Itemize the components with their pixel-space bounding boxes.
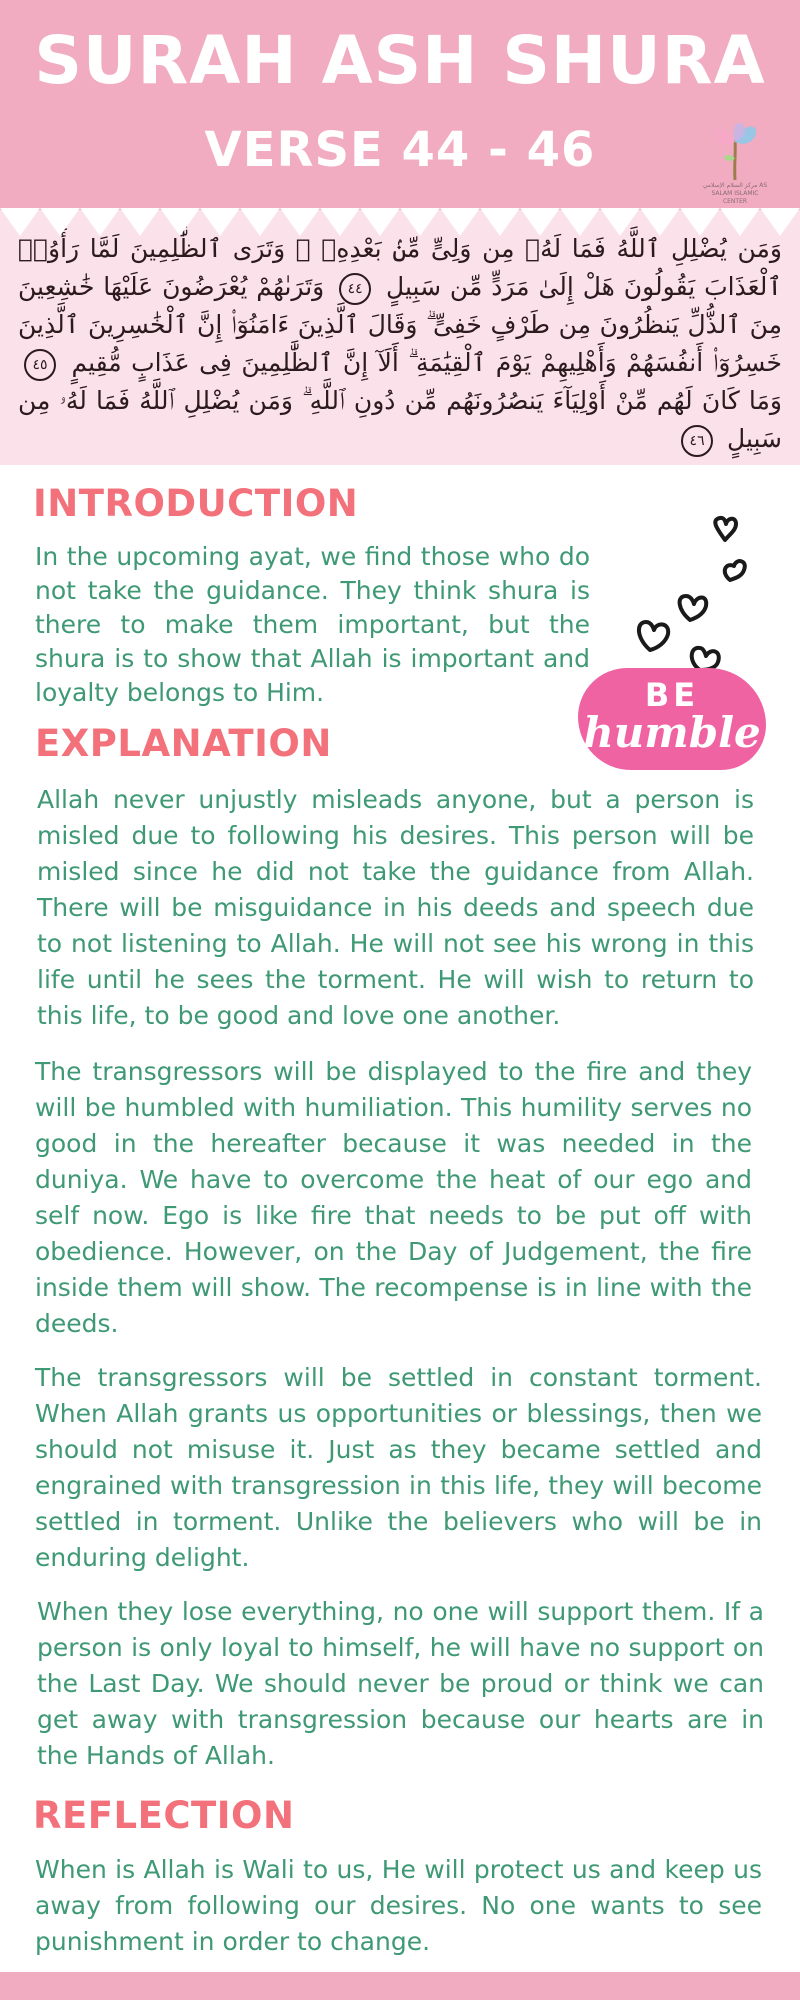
be-label: BE <box>644 676 700 714</box>
introduction-heading: INTRODUCTION <box>33 482 359 525</box>
verse-range: VERSE 44 - 46 <box>204 122 596 178</box>
be-humble-badge <box>578 668 766 770</box>
explanation-paragraph-2: The transgressors will be displayed to the fire and they will be humbled with humiliation. This humility serves no good in the hereafter because it was needed in the duniya. We have to overcome the heat of our ego and self now. Ego is like fire that needs to be put off with obedience. However, on the Day of Judgement, the fire inside them will show. The recompense is in line with the deeds. <box>35 1057 752 1338</box>
explanation-paragraph-4: When they lose everything, no one will support them. If a person is only loyal to himself, he will have no support on the Last Day. We should never be proud or think we can get away with transgression because our hearts are in the Hands of Allah. <box>37 1597 764 1770</box>
page-title: SURAH ASH SHURA <box>34 22 766 99</box>
ayah-marker-44: ٤٤ <box>339 273 371 305</box>
header-banner <box>0 0 800 210</box>
logo-caption: مركز السلام الإسلامي AS SALAM ISLAMIC CENTER <box>702 182 768 205</box>
footer-band <box>0 1972 800 2000</box>
explanation-heading: EXPLANATION <box>35 722 332 765</box>
zigzag-divider <box>0 208 800 238</box>
flower-logo-icon <box>700 112 770 182</box>
ayah-marker-45: ٤٥ <box>24 349 56 381</box>
be-humble-sticker <box>570 500 770 770</box>
verse-45-text: وَتَرَىٰهُمْ يُعْرَضُونَ عَلَيْهَا خَٰشِعِينَ مِنَ ٱلذُّلِّ يَنظُرُونَ مِن طَرْفٍ خَفِىٍّ ۗ وَقَالَ ٱلَّذِينَ ءَامَنُوٓا۟ إِنَّ ٱلْخَٰسِرِينَ ٱلَّذِينَ خَسِرُوٓا۟ أَنفُسَهُمْ وَأَهْلِيهِمْ يَوْمَ ٱلْقِيَٰمَةِ ۗ أَلَآ إِنَّ ٱلظَّٰلِمِينَ فِى عَذَابٍ مُّقِيمٍ <box>18 272 782 377</box>
explanation-paragraph-3: The transgressors will be settled in constant torment. When Allah grants us opportunities or blessings, then we should not misuse it. Just as they became settled and engrained with transgression in this life, they will become settled in torment. Unlike the believers who will be in enduring delight. <box>35 1363 762 1572</box>
explanation-paragraph-1: Allah never unjustly misleads anyone, but a person is misled due to following his desires. This person will be misled since he did not take the guidance from Allah. There will be misguidance in his deeds and speech due to not listening to Allah. He will not see his wrong in this life until he sees the torment. He will wish to return to this life, to be good and love one another. <box>37 785 754 1030</box>
reflection-heading: REFLECTION <box>33 1794 295 1837</box>
humble-label: humble <box>583 708 761 757</box>
introduction-text: In the upcoming ayat, we find those who do not take the guidance. They think shura is there to make them important, but the shura is to show that Allah is important and loyalty belongs to Him. <box>35 542 590 707</box>
quran-verses-panel <box>0 210 800 465</box>
ayah-marker-46: ٤٦ <box>681 425 713 457</box>
hearts-doodle-icon <box>570 500 770 680</box>
arabic-verses <box>18 230 782 458</box>
center-logo <box>700 112 770 205</box>
verse-46-text: وَمَا كَانَ لَهُم مِّنْ أَوْلِيَآءَ يَنصُرُونَهُم مِّن دُونِ ٱللَّهِ ۗ وَمَن يُضْلِلِ ٱللَّهُ فَمَا لَهُۥ مِن سَبِيلٍ <box>18 386 782 453</box>
verse-44-text: وَمَن يُضْلِلِ ٱللَّهُ فَمَا لَهُۥ مِن وَلِىٍّ مِّنۢ بَعْدِهِۦ ۗ وَتَرَى ٱلظَّٰلِمِينَ لَمَّا رَأَوُا۟ ٱلْعَذَابَ يَقُولُونَ هَلْ إِلَىٰ مَرَدٍّ مِّن سَبِيلٍ <box>18 234 783 301</box>
reflection-text: When is Allah is Wali to us, He will protect us and keep us away from following our desires. No one wants to see punishment in order to change. <box>35 1855 762 1956</box>
